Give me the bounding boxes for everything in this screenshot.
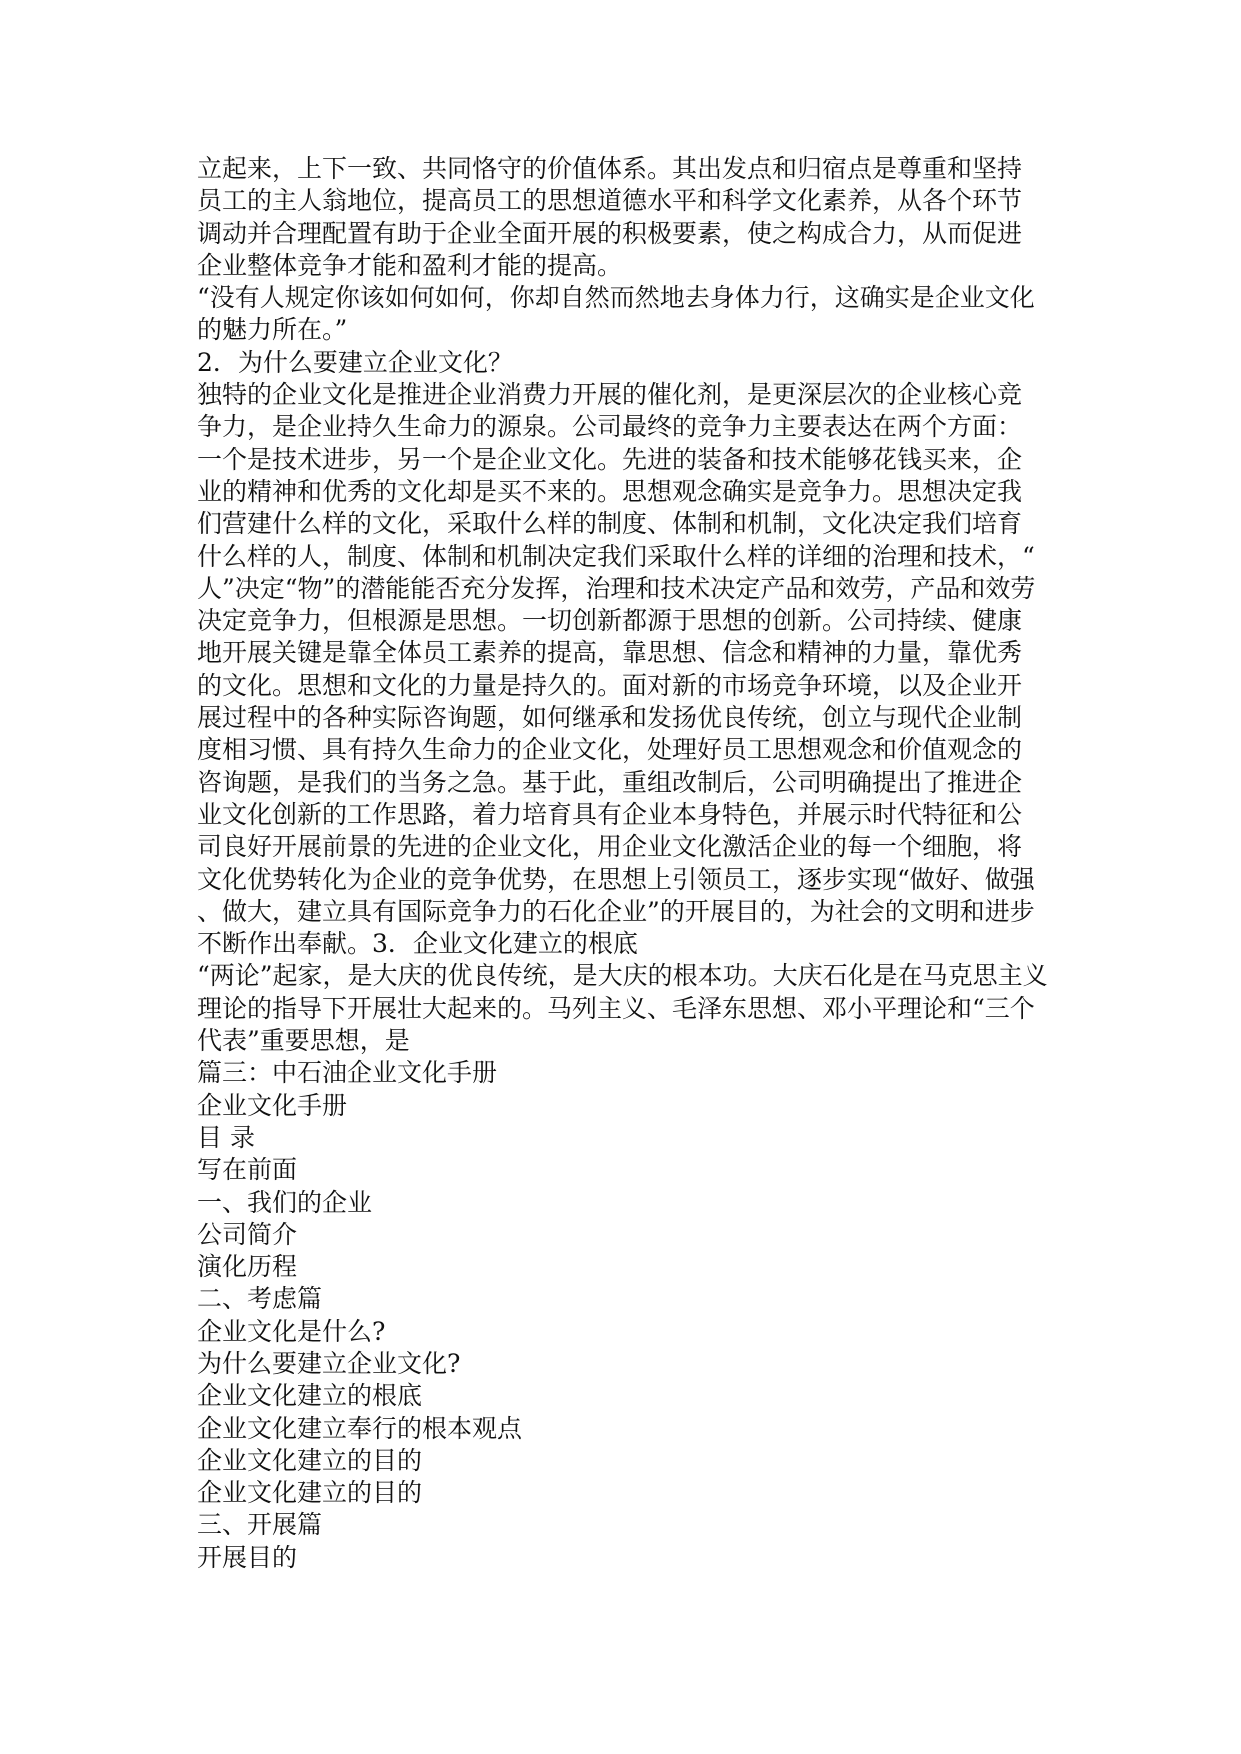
toc-item: 开展目的 [197,1542,298,1572]
toc-item: 公司简介 [197,1219,298,1249]
toc-item: 演化历程 [197,1252,298,1282]
document-body [197,153,1047,1574]
text-line: 企业整体竞争才能和盈利才能的提高。 [197,250,623,280]
chapter-title: 篇三：中石油企业文化手册 [197,1058,498,1088]
manual-title: 企业文化手册 [197,1090,348,1120]
text-line: “两论”起家，是大庆的优良传统，是大庆的根本功。大庆石化是在马克思主义 [197,961,1048,991]
text-line: 咨询题，是我们的当务之急。基于此，重组改制后，公司明确提出了推进企 [197,767,1023,797]
section-heading: 2．为什么要建立企业文化？ [197,347,513,377]
text-line: 的文化。思想和文化的力量是持久的。面对新的市场竞争环境，以及企业开 [197,670,1023,700]
toc-item: 写在前面 [197,1155,298,1185]
quote-line: “没有人规定你该如何如何，你却自然而然地去身体力行，这确实是企业文化 [197,283,1035,313]
toc-item: 企业文化建立的目的 [197,1478,423,1508]
text-line: 人”决定“物”的潜能能否充分发挥，治理和技术决定产品和效劳，产品和效劳 [197,573,1036,603]
toc-item: 企业文化建立的根底 [197,1381,423,1411]
toc-item: 三、开展篇 [197,1510,323,1540]
text-line: 争力，是企业持久生命力的源泉。公司最终的竞争力主要表达在两个方面： [197,412,1023,442]
text-line: 立起来，上下一致、共同恪守的价值体系。其出发点和归宿点是尊重和坚持 [197,154,1023,183]
text-line: 文化优势转化为企业的竞争优势，在思想上引领员工，逐步实现“做好、做强 [197,864,1035,894]
text-line: 不断作出奉献。3．企业文化建立的根底 [197,929,638,959]
text-line: 业文化创新的工作思路，着力培育具有企业本身特色，并展示时代特征和公 [197,799,1023,829]
text-line: 独特的企业文化是推进企业消费力开展的催化剂，是更深层次的企业核心竞 [197,380,1023,410]
text-line: 理论的指导下开展壮大起来的。马列主义、毛泽东思想、邓小平理论和“三个 [197,993,1035,1023]
text-line: 们营建什么样的文化，采取什么样的制度、体制和机制，文化决定我们培育 [197,509,1023,539]
text-line: 业的精神和优秀的文化却是买不来的。思想观念确实是竞争力。思想决定我 [197,476,1023,506]
toc-item: 一、我们的企业 [197,1187,373,1217]
text-line: 什么样的人，制度、体制和机制决定我们采取什么样的详细的治理和技术，“ [197,541,1035,571]
toc-item: 二、考虑篇 [197,1284,323,1314]
text-line: 、做大，建立具有国际竞争力的石化企业”的开展目的，为社会的文明和进步 [197,896,1035,926]
text-line: 调动并合理配置有助于企业全面开展的积极要素，使之构成合力，从而促进 [197,218,1023,248]
toc-item: 企业文化建立的目的 [197,1445,423,1475]
quote-line: 的魅力所在。” [197,315,348,345]
toc-heading: 目 录 [197,1122,255,1152]
toc-item: 企业文化建立奉行的根本观点 [197,1413,523,1443]
toc-item: 为什么要建立企业文化? [197,1348,461,1378]
text-line: 展过程中的各种实际咨询题，如何继承和发扬优良传统，创立与现代企业制 [197,703,1023,733]
text-line: 代表”重要思想，是 [197,1026,410,1056]
text-line: 地开展关键是靠全体员工素养的提高，靠思想、信念和精神的力量，靠优秀 [197,638,1023,668]
text-line: 员工的主人翁地位，提高员工的思想道德水平和科学文化素养，从各个环节 [197,186,1023,216]
text-line: 司良好开展前景的先进的企业文化，用企业文化激活企业的每一个细胞，将 [197,832,1023,862]
text-line: 一个是技术进步，另一个是企业文化。先进的装备和技术能够花钱买来，企 [197,444,1023,474]
text-line: 度相习惯、具有持久生命力的企业文化，处理好员工思想观念和价值观念的 [197,735,1023,765]
toc-item: 企业文化是什么? [197,1316,386,1346]
text-line: 决定竞争力，但根源是思想。一切创新都源于思想的创新。公司持续、健康 [197,606,1023,636]
